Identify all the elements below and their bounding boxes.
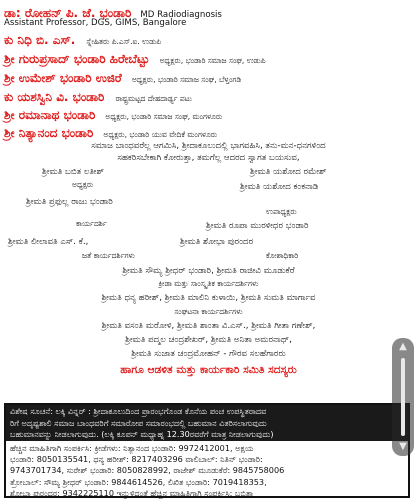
committee-line: ಶ್ರೀಮತಿ ಧನ್ಯ ಹರೀಶ್, ಶ್ರೀಮತಿ ಮಾಲಿನಿ ಕುಳಾಯಿ, ಶ್ರೀಮತಿ ಸುಮತಿ ಮಾರ್ಗಾವ [101, 293, 316, 303]
guest-name: ಶ್ರೀ ನಿತ್ಯಾನಂದ ಭಂಡಾರಿ [4, 126, 94, 140]
invitation-body [4, 2, 413, 377]
committee-line: ಶ್ರೀಮತಿ ವಸಂತಿ ಮರೋಳಿ, ಶ್ರೀಮತಿ ಶಾಂತಾ ವಿ.ಎಸ್., ಶ್ರೀಮತಿ ಗೀತಾ ಗಣೇಶ್, [101, 321, 316, 331]
officer-name: ಶ್ರೀಮತಿ ಯಶೋದ ಕಂಕನಾಡಿ [240, 182, 319, 192]
officer-name: ಶ್ರೀಮತಿ ರೂಪಾ ಮುರಳೀಧರ ಭಂಡಾರಿ [206, 221, 309, 231]
committee-title: ಕ್ರೀಡಾ ಮತ್ತು ಸಾಂಸ್ಕೃತಿಕ ಕಾರ್ಯದರ್ಶಿಗಳು [158, 279, 259, 288]
guest-line [4, 69, 241, 85]
guest-role: ಅಧ್ಯಕ್ಷರು, ಭಂಡಾರಿ ಸಮಾಜ ಸಂಘ, ಬೆಳ್ತಂಗಡಿ [131, 75, 242, 84]
doctor-qualification: MD Radiodiagnosis [140, 10, 222, 20]
officer-role: ಕೋಶಾಧಿಕಾರಿ [266, 251, 299, 260]
doctor-name: ಡಾ: ರೋಹನ್ ಪಿ. ಜೆ. ಭಂಡಾರಿ [4, 6, 132, 20]
doctor-designation: Assistant Professor, DGS, GIMS, Bangalore [4, 18, 187, 28]
officer-role: ಉಪಾಧ್ಯಕ್ಷರು [266, 207, 297, 216]
scroll-up-icon[interactable]: ▲ [399, 341, 407, 352]
scroll-down-icon[interactable]: ▼ [399, 441, 407, 452]
notice-line: ವಿಶೇಷ ಸೂಚನೆ: ಲಕ್ಕಿ ವಿನ್ನರ್ : ಶ್ರೀದಾಕೂಲುದಿಂದ ಪ್ರಾರಂಭಗೊಂಡ ಕೊನೆಯ ಪಂಚ ಉಪಸ್ಥಿತರಾದವ [10, 406, 267, 416]
contact-line: 9743701734, ಸುರೇಶ್ ಭಂಡಾರಿ: 8050828992, ರಾಜೇಶ್ ಮೂಡುಕೆರೆ: 9845758006 [10, 465, 285, 476]
closing-line: ಹಾಗೂ ಆಡಳಿತ ಮತ್ತು ಕಾರ್ಯಕಾರಿ ಸಮಿತಿ ಸದಸ್ಯರು [120, 364, 297, 376]
guest-line [4, 50, 266, 66]
guest-name: ಕು ಯಶಸ್ವಿನಿ ವಿ. ಭಂಡಾರಿ [4, 90, 105, 104]
contact-info [6, 441, 408, 496]
officer-name: ಶ್ರೀಮತಿ ಯಶೋದ ರಮೇಶ್ [250, 167, 327, 177]
committee-title: ಸಂಘಟನಾ ಕಾರ್ಯದರ್ಶಿಗಳು [174, 307, 243, 316]
contact-line: ತ್ರೋಬಾಲ್: ಸೌಮ್ಯ ಶ್ರೀಧರ್ ಭಂಡಾರಿ: 9844614526, ಲಿಖಿತ ಭಂಡಾರಿ: 7019418353, [10, 476, 267, 487]
contact-line: ಹೆಚ್ಚಿನ ಮಾಹಿತಿಗಾಗಿ ಸಂಪರ್ಕಿಸಿ: ಕ್ರೀಡೆಗಳು: ನಿತ್ಯಾನಂದ ಭಂಡಾರಿ: 9972412001, ಅಕ್ಷಯ [10, 443, 254, 453]
guest-line [4, 124, 217, 140]
guest-role: ಅಧ್ಯಕ್ಷರು, ಭಂಡಾರಿ ಸಮಾಜ ಸಂಘ, ಉಡುಪಿ [159, 56, 266, 65]
notice-line: ರಿಗೆ ಅದೃಷ್ಟಶಾಲಿ ಸಮಾಜ ಬಾಂಧವರಿಗೆ ಸಮಾರೋಪ ಸಮಾರಂಭದಲ್ಲಿ ಬಹುಮಾನ ವಿತರಿಸಲಾಗುವುದು [10, 417, 267, 428]
guest-name: ಶ್ರೀ ಗುರುಪ್ರಸಾದ್ ಭಂಡಾರಿ ಹಿರೇಬೆಟ್ಟು [4, 52, 150, 66]
contact-line: ಭಂಡಾರಿ: 8050135541, ಧನ್ಯ ಹರೀಶ್: 8217403296 ವಾಲಿಬಾಲ್: ನಿತಿನ್ ಭಂಡಾರಿ: [10, 454, 263, 465]
officer-role: ಅಧ್ಯಕ್ಷರು [72, 180, 94, 189]
scrollbar[interactable] [392, 338, 414, 456]
guest-line [4, 31, 161, 47]
notice-line: ಬಹುಮಾನವನ್ನು ನೀಡಲಾಗುವುದು. (ಲಕ್ಕಿ ಕೂಪನ್ ಮಧ್ಯಾಹ್ನ 12.30ರವರೆಗೆ ಮಾತ್ರ ನೀಡಲಾಗುವುದು) [10, 429, 274, 440]
guest-name: ಶ್ರೀ ಉಮೇಶ್ ಭಂಡಾರಿ ಉಜಿರೆ [4, 71, 122, 85]
info-box [4, 403, 410, 498]
officer-name: ಶ್ರೀಮತಿ ಲೀಲಾವತಿ ಎಸ್. ಕೆ., [8, 237, 89, 247]
officer-name: ಶ್ರೀಮತಿ ಬಬಿತ ಲತೀಶ್ [42, 167, 104, 177]
guest-name: ಶ್ರೀ ರಮಾನಾಥ ಭಂಡಾರಿ [4, 108, 96, 122]
committee-line: ಶ್ರೀಮತಿ ಸುಜಾತ ಚಂದ್ರಮೋಹನ್ - ಗೌರವ ಸಲಹೆಗಾರರು [131, 349, 286, 359]
guest-role: ಅಧ್ಯಕ್ಷರು, ಭಂಡಾರಿ ಸಮಾಜ ಸಂಘ, ಮಂಗಳೂರು [105, 112, 223, 121]
intro-line: ಸಮಾಜ ಬಾಂಧವರೆಲ್ಲ ಆಗಮಿಸಿ, ಶ್ರೀದಾಕೂಲುದಲ್ಲಿ ಭಾಗವಹಿಸಿ, ತನು-ಮನ-ಧನಗಳಿಂದ [91, 141, 326, 151]
officer-role: ಕಾರ್ಯದರ್ಶಿ [76, 219, 107, 228]
contact-line: ಶೋಭಾ ಪುರಂದರ: 9342225110 ಇನ್ನುಳಿದಂತೆ ಹೆಚ್ಚಿನ ಮಾಹಿತಿಗಾಗಿ ಸಂಪರ್ಕಿಸಿ: ಬಬಿತಾ [10, 487, 253, 498]
guest-role: ರಾಷ್ಟ್ರಮಟ್ಟದ ದೇಹದಾರ್ಢ್ಯ ಪಟು [115, 94, 192, 103]
guest-role: ಅಧ್ಯಕ್ಷರು, ಭಂಡಾರಿ ಯುವ ವೇದಿಕೆ ಮಂಗಳೂರು [103, 130, 218, 139]
guest-line [4, 106, 222, 122]
guest-name: ಕು ನಿಧಿ ಬಿ. ಎಸ್. [4, 33, 76, 47]
special-notice [6, 405, 408, 441]
officer-name: ಶ್ರೀಮತಿ ಪ್ರಫುಲ್ಲ ರಾಜು ಭಂಡಾರಿ [26, 197, 113, 207]
officer-role: ಜತೆ ಕಾರ್ಯದರ್ಶಿಗಳು [82, 251, 135, 260]
guest-role: ಸ್ನೇಹಿತರು ಪಿ.ಎಸ್.ಐ. ಉಡುಪಿ [86, 37, 162, 46]
intro-line: ಸಹಕರಿಸಬೇಕಾಗಿ ಕೋರುತ್ತಾ, ತಮಗೆಲ್ಲ ಆದರದ ಸ್ವಾಗತ ಬಯಸುವ, [117, 153, 300, 163]
officer-name: ಶ್ರೀಮತಿ ಶೋಭಾ ಪುರಂದರ [180, 237, 254, 247]
scroll-thumb[interactable] [401, 358, 405, 436]
committee-line: ಶ್ರೀಮತಿ ಸೌಮ್ಯ ಶ್ರೀಧರ್ ಭಂಡಾರಿ, ಶ್ರೀಮತಿ ರಾಜೀವಿ ಮೂಡುಕೆರೆ [122, 266, 295, 276]
guest-line [4, 88, 192, 104]
committee-line: ಶ್ರೀಮತಿ ಪದ್ಮಲ ಚಂದ್ರಶೇಖರ್, ಶ್ರೀಮತಿ ಅನಿತಾ ಅಮರನಾಥ್, [125, 335, 292, 345]
